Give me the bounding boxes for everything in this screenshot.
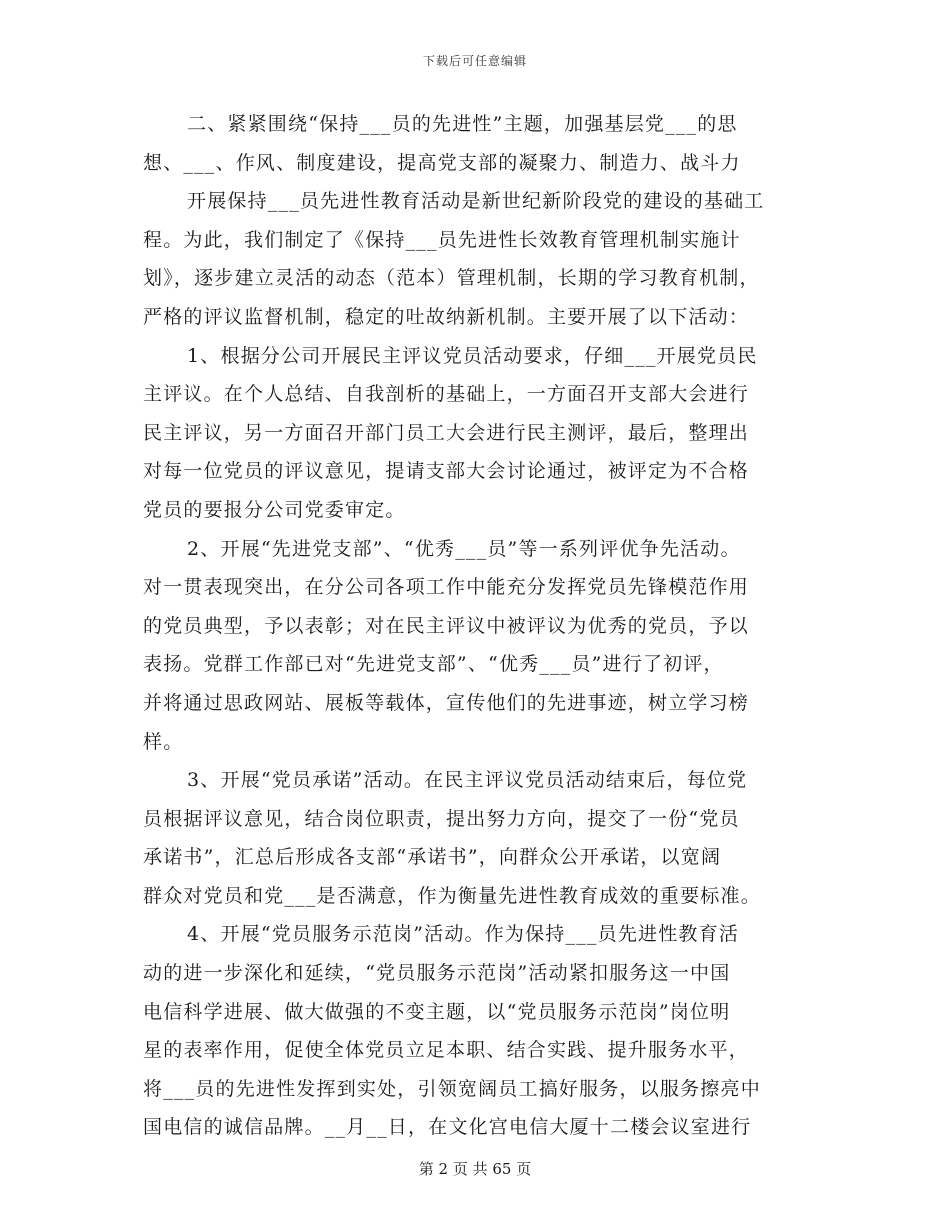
page-number-footer: 第 2 页 共 65 页 (418, 1160, 532, 1178)
text-line: 划》，逐步建立灵活的动态（范本）管理机制，长期的学习教育机制， (143, 267, 760, 290)
text-line: 电信科学进展、做大做强的不变主题，以“党员服务示范岗”岗位明 (143, 1000, 731, 1023)
text-line: 并将通过思政网站、展板等载体，宣传他们的先进事迹，树立学习榜 (143, 691, 750, 714)
text-line: 想、___、作风、制度建设，提高党支部的凝聚力、制造力、战斗力 (143, 151, 741, 174)
text-line: 3、开展“党员承诺”活动。在民主评议党员活动结束后，每位党 (187, 769, 748, 792)
text-line: 主评议。在个人总结、自我剖析的基础上，一方面召开支部大会进行 (143, 383, 750, 406)
page-header-note: 下载后可任意编辑 (422, 54, 527, 68)
text-line: 群众对党员和党___是否满意，作为衡量先进性教育成效的重要标准。 (143, 884, 761, 907)
text-line: 员根据评议意见，结合岗位职责，提出努力方向，提交了一份“党员 (143, 807, 740, 830)
text-line: 将___员的先进性发挥到实处，引领宽阔员工搞好服务，以服务擦亮中 (143, 1077, 761, 1100)
text-line: 程。为此，我们制定了《保持___员先进性长效教育管理机制实施计 (143, 228, 741, 251)
text-line: 4、开展“党员服务示范岗”活动。作为保持___员先进性教育活 (187, 923, 740, 946)
text-line: 民主评议，另一方面召开部门员工大会进行民主测评，最后，整理出 (143, 421, 750, 444)
text-line: 严格的评议监督机制，稳定的吐故纳新机制。主要开展了以下活动： (143, 305, 750, 328)
text-line: 国电信的诚信品牌。__月__日，在文化宫电信大厦十二楼会议室进行 (143, 1116, 752, 1139)
text-line: 承诺书”，汇总后形成各支部“承诺书”，向群众公开承诺，以宽阔 (143, 846, 722, 869)
text-line: 的党员典型，予以表彰；对在民主评议中被评议为优秀的党员，予以 (143, 614, 750, 637)
text-line: 二、紧紧围绕“保持___员的先进性”主题，加强基层党___的思 (187, 113, 738, 135)
text-line: 开展保持___员先进性教育活动是新世纪新阶段党的建设的基础工 (187, 190, 765, 213)
text-line: 1、根据分公司开展民主评议党员活动要求，仔细___开展党员民 (187, 344, 758, 367)
text-line: 星的表率作用，促使全体党员立足本职、结合实践、提升服务水平， (143, 1039, 750, 1062)
text-line: 动的进一步深化和延续，“党员服务示范岗”活动紧扣服务这一中国 (143, 962, 731, 985)
document-body (143, 105, 811, 1147)
text-line: 对一贯表现突出，在分公司各项工作中能充分发挥党员先锋模范作用 (143, 576, 750, 599)
text-line: 2、开展“先进党支部”、“优秀___员”等一系列评优争先活动。 (187, 537, 741, 560)
text-line: 样。 (143, 730, 184, 753)
text-line: 对每一位党员的评议意见，提请支部大会讨论通过，被评定为不合格 (143, 460, 750, 483)
text-line: 党员的要报分公司党委审定。 (143, 498, 406, 521)
text-line: 表扬。党群工作部已对“先进党支部”、“优秀___员”进行了初评， (143, 653, 724, 676)
